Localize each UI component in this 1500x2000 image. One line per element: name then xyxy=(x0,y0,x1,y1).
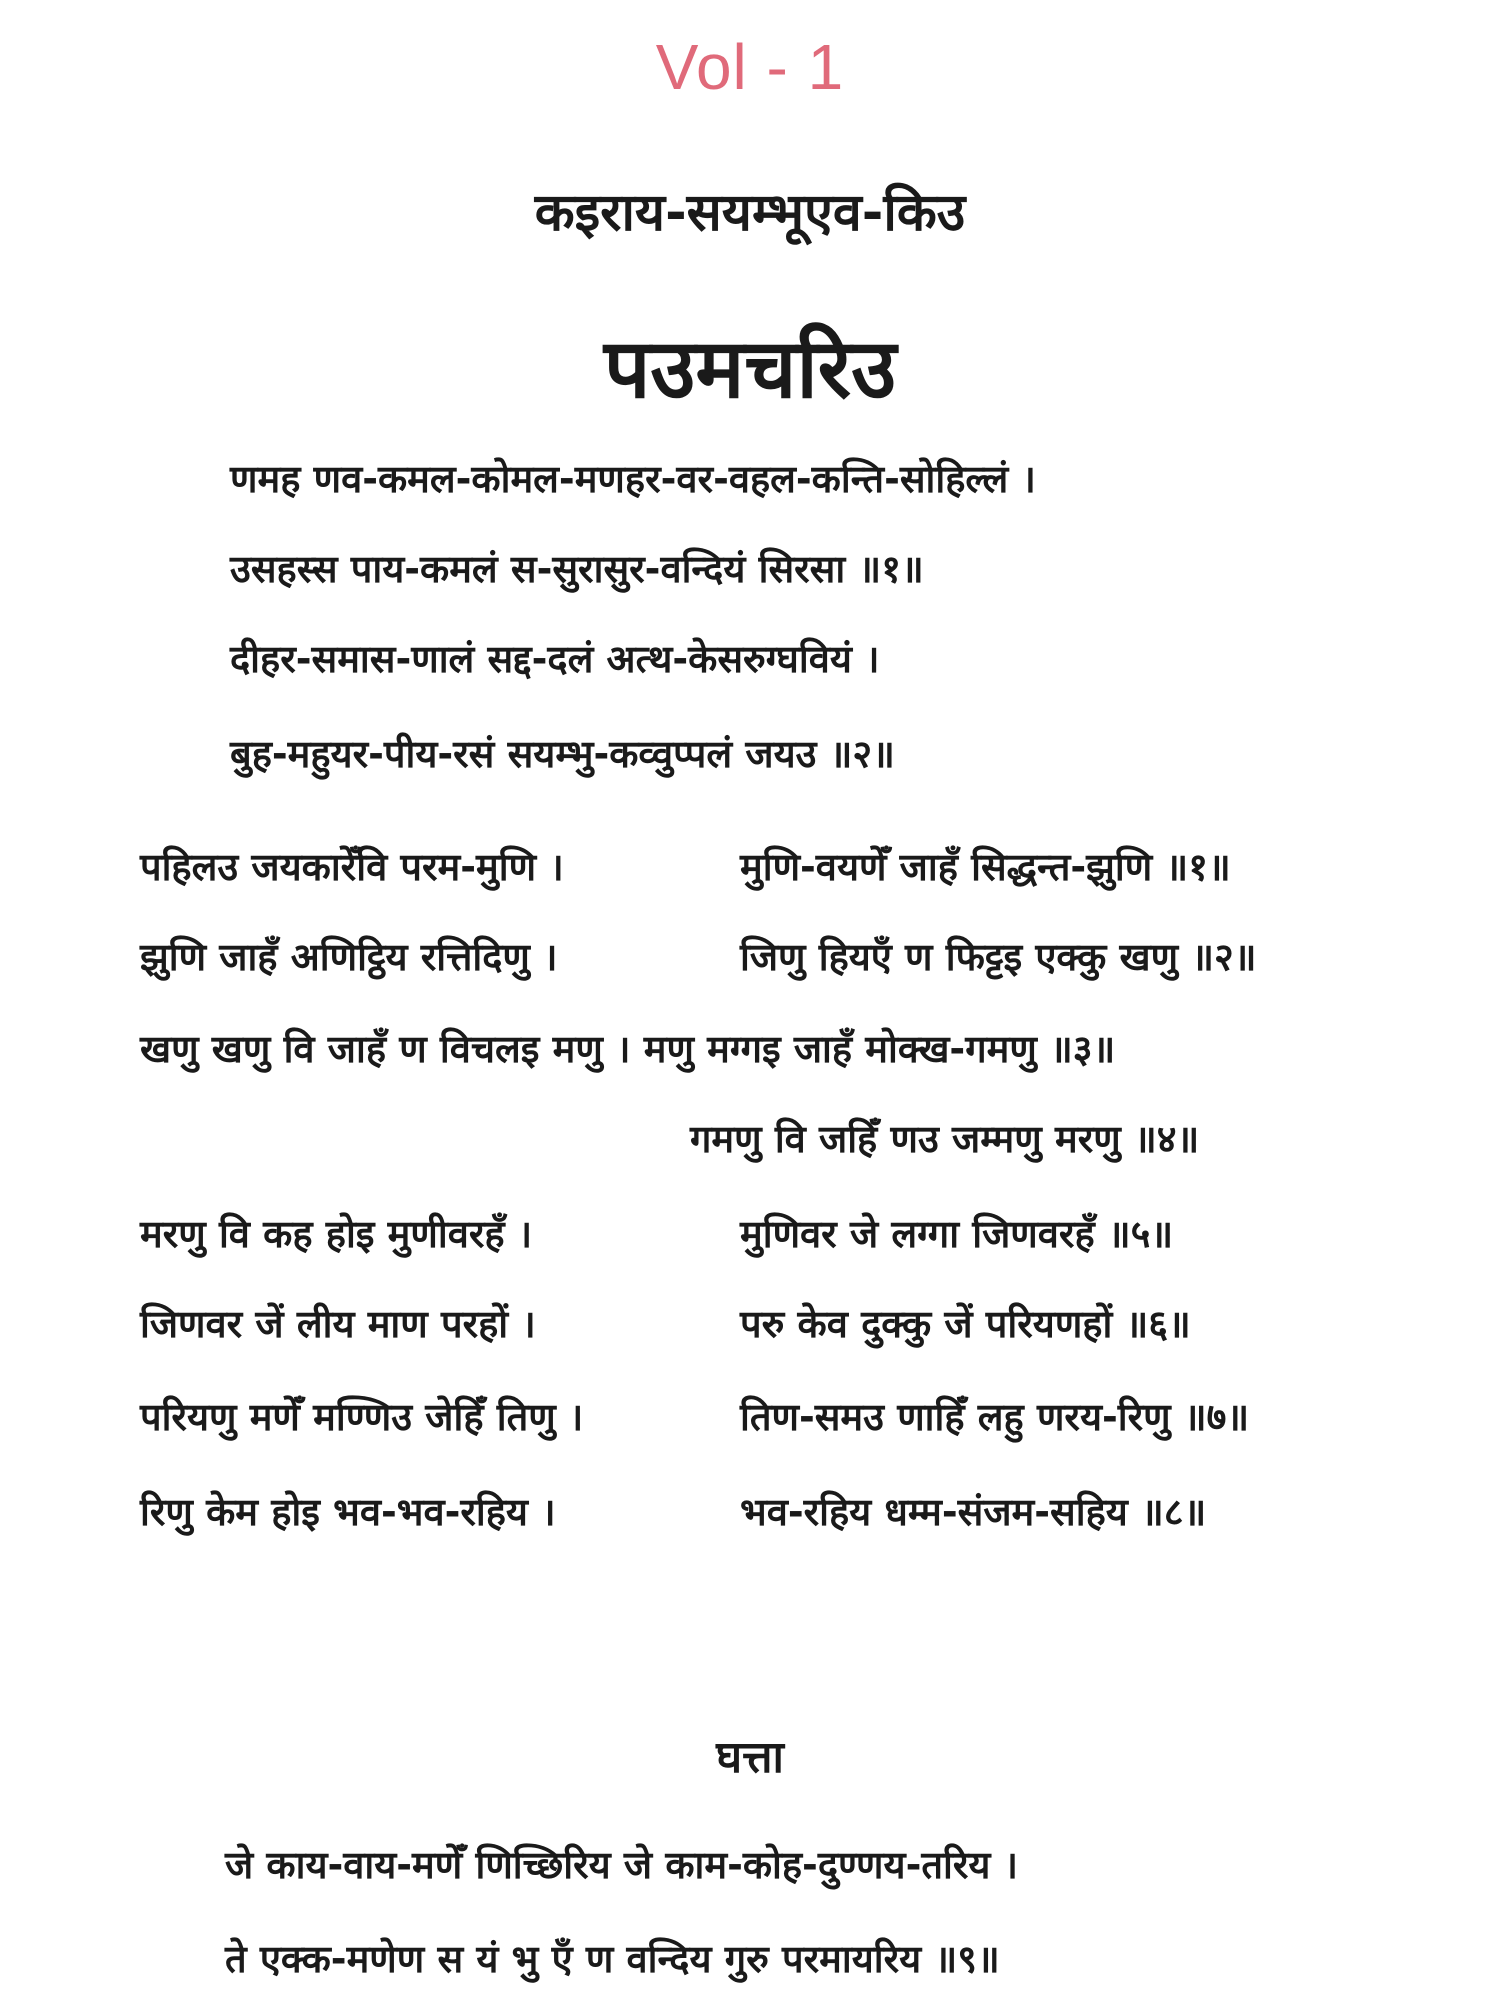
couplet-5-left: मरणु वि कह होइ मुणीवरहँ । xyxy=(140,1212,533,1256)
invocation-line-1: णमह णव-कमल-कोमल-मणहर-वर-वहल-कन्ति-सोहिल्लं । xyxy=(230,457,1036,501)
couplet-8-left: रिणु केम होइ भव-भव-रहिय । xyxy=(140,1490,556,1534)
couplet-6-right: परु केव दुक्कु जें परियणहों ॥६॥ xyxy=(740,1302,1191,1346)
invocation-line-4: बुह-महुयर-पीय-रसं सयम्भु-कव्वुप्पलं जयउ ॥२॥ xyxy=(230,732,895,776)
invocation-line-3: दीहर-समास-णालं सद्द-दलं अत्थ-केसरुग्घवियं । xyxy=(230,637,880,681)
couplet-4-solo: गमणु वि जहिँ णउ जम्मणु मरणु ॥४॥ xyxy=(690,1117,1200,1161)
couplet-5-right: मुणिवर जे लग्गा जिणवरहँ ॥५॥ xyxy=(740,1212,1174,1256)
couplet-3-full: खणु खणु वि जाहँ ण विचलइ मणु । मणु मग्गइ जाहँ मोक्ख-गमणु ॥३॥ xyxy=(140,1027,1116,1071)
couplet-8-right: भव-रहिय धम्म-संजम-सहिय ॥८॥ xyxy=(740,1490,1207,1534)
couplet-7-right: तिण-समउ णाहिँ लहु णरय-रिणु ॥७॥ xyxy=(740,1395,1250,1439)
invocation-line-2: उसहस्स पाय-कमलं स-सुरासुर-वन्दियं सिरसा ॥१॥ xyxy=(230,547,924,591)
couplet-2-right: जिणु हियएँ ण फिट्टइ एक्कु खणु ॥२॥ xyxy=(740,935,1257,979)
volume-label: Vol - 1 xyxy=(655,31,845,103)
page-title: पउमचरिउ xyxy=(603,322,897,417)
ghatta-line-2: ते एक्क-मणेण स यं भु एँ ण वन्दिय गुरु परमायरिय ॥९॥ xyxy=(225,1937,1000,1981)
ghatta-heading: घत्ता xyxy=(716,1732,784,1783)
ghatta-line-1: जे काय-वाय-मणेँ णिच्छिरिय जे काम-कोह-दुण्णय-तरिय । xyxy=(225,1843,1019,1887)
couplet-7-left: परियणु मणेँ मण्णिउ जेहिँ तिणु । xyxy=(140,1395,584,1439)
couplet-2-left: झुणि जाहँ अणिट्ठिय रत्तिदिणु । xyxy=(140,935,558,979)
couplet-1-right: मुणि-वयणेँ जाहँ सिद्धन्त-झुणि ॥१॥ xyxy=(740,845,1231,889)
author-line: कइराय-सयम्भूएव-किउ xyxy=(534,183,966,243)
couplet-6-left: जिणवर जें लीय माण परहों । xyxy=(140,1302,536,1346)
couplet-1-left: पहिलउ जयकारेँवि परम-मुणि । xyxy=(140,845,564,889)
